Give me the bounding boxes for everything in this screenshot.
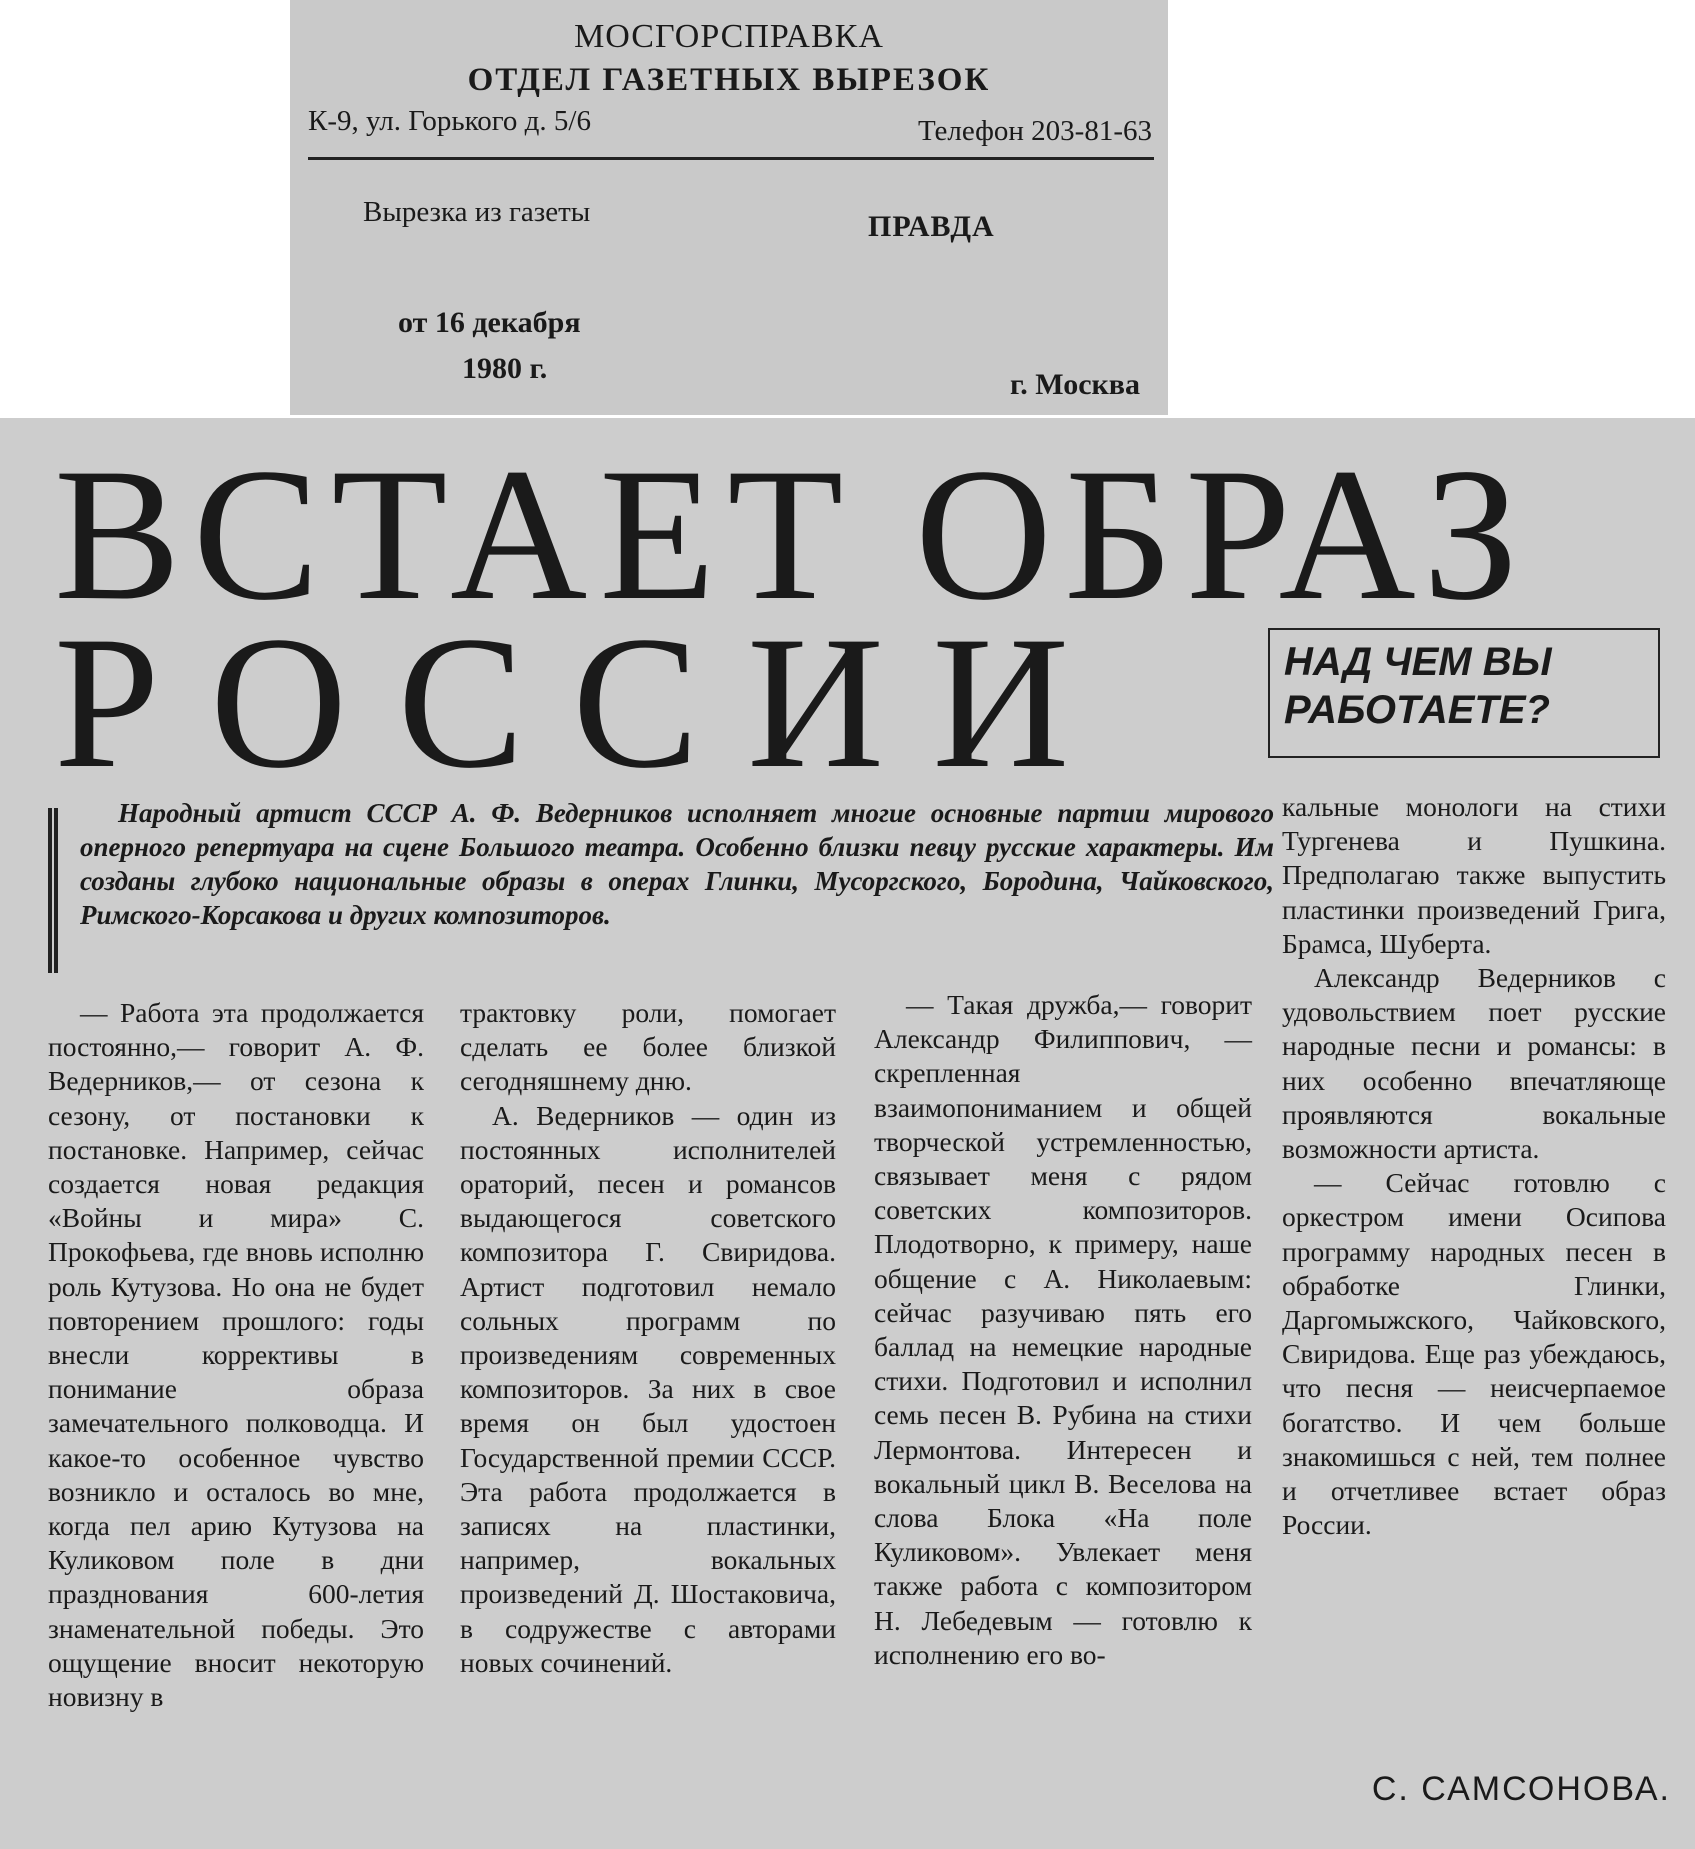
paragraph: трактовку роли, помогает сделать ее более близкой сегодняшнему дню.	[460, 997, 836, 1097]
article-lead: Народный артист СССР А. Ф. Ведерников исполняет многие основные партии мирового оперного репертуара на сцене Большого театра. Особенно близки певцу русские характеры. Им созданы глубоко национальные образы в операх Глинки, Мусоргского, Бородина, Чайковского, Римского-Корсакова и других композиторов.	[80, 798, 1274, 930]
newspaper-name: ПРАВДА	[868, 210, 995, 243]
author-signature: С. САМСОНОВА.	[1371, 1770, 1671, 1808]
newspaper-article	[0, 418, 1695, 1849]
agency-name: МОСГОРСПРАВКА	[574, 18, 884, 55]
paragraph: Александр Ведерников с удовольствием поет русские народные песни и романсы: в них особенно впечатляюще проявляются вокальные возможности артиста.	[1282, 962, 1666, 1165]
rubric-line-1: НАД ЧЕМ ВЫ	[1284, 640, 1552, 684]
paragraph: А. Ведерников — один из постоянных исполнителей ораторий, песен и романсов выдающегося советского композитора Г. Свиридова. Артист подготовил немало сольных программ по произведениям современных композиторов. За них в свое время он был удостоен Государственной премии СССР. Эта работа продолжается в записях на пластинки, например, вокальных произведений Д. Шостаковича, в содружестве с авторами новых сочинений.	[460, 1099, 836, 1678]
headline-line-1: ВСТАЕТ ОБРАЗ	[54, 430, 1531, 640]
rubric-box	[1268, 628, 1660, 758]
agency-address: К-9, ул. Горького д. 5/6	[308, 105, 591, 137]
clipping-service-label	[290, 0, 1168, 415]
clipping-date: от 16 декабря	[398, 306, 581, 339]
article-column-1	[48, 996, 424, 1714]
rubric-line-2: РАБОТАЕТЕ?	[1284, 688, 1550, 732]
article-column-3	[874, 988, 1252, 1672]
headline-line-2: РОССИИ	[54, 598, 1118, 808]
agency-phone: Телефон 203-81-63	[917, 115, 1152, 147]
paragraph: — Работа эта продолжается постоянно,— говорит А. Ф. Ведерников,— от сезона к сезону, от постановки к постановке. Например, сейчас создается новая редакция «Войны и мира» С. Прокофьева, где вновь исполню роль Кутузова. Но она не будет повторением прошлого: годы внесли коррективы в понимание образа замечательного полководца. И какое-то особенное чувство возникло и осталось во мне, когда пел арию Кутузова на Куликовом поле в дни празднования 600-летия знаменательной победы. Это ощущение вносит некоторую новизну в	[48, 997, 424, 1713]
article-column-2	[460, 996, 836, 1680]
clipping-city: г. Москва	[1010, 368, 1140, 401]
paragraph: — Такая дружба,— говорит Александр Филиппович, — скрепленная взаимопониманием и общей творческой устремленностью, связывает меня с рядом советских композиторов. Плодотворно, к примеру, наше общение с А. Николаевым: сейчас разучиваю пять его баллад на немецкие народные стихи. Подготовил и исполнил семь песен В. Рубина на стихи Лермонтова. Интересен и вокальный цикл В. Веселова на слова Блока «На поле Куликовом». Увлекает меня также работа с композитором Н. Лебедевым — готовлю к исполнению его во-	[874, 989, 1252, 1670]
label-divider	[308, 157, 1154, 160]
paragraph: — Сейчас готовлю с оркестром имени Осипова программу народных песен в обработке Глинки, Даргомыжского, Чайковского, Свиридова. Еще раз убеждаюсь, что песня — неисчерпаемое богатство. И чем больше знакомишься с ней, тем полнее и отчетливее встает образ России.	[1282, 1167, 1666, 1541]
paragraph: кальные монологи на стихи Тургенева и Пушкина. Предполагаю также выпустить пластинки произведений Грига, Брамса, Шуберта.	[1282, 791, 1666, 959]
source-label: Вырезка из газеты	[363, 196, 591, 228]
article-column-4	[1282, 790, 1666, 1542]
clipping-year: 1980 г.	[462, 352, 548, 385]
department-name: ОТДЕЛ ГАЗЕТНЫХ ВЫРЕЗОК	[467, 62, 991, 98]
